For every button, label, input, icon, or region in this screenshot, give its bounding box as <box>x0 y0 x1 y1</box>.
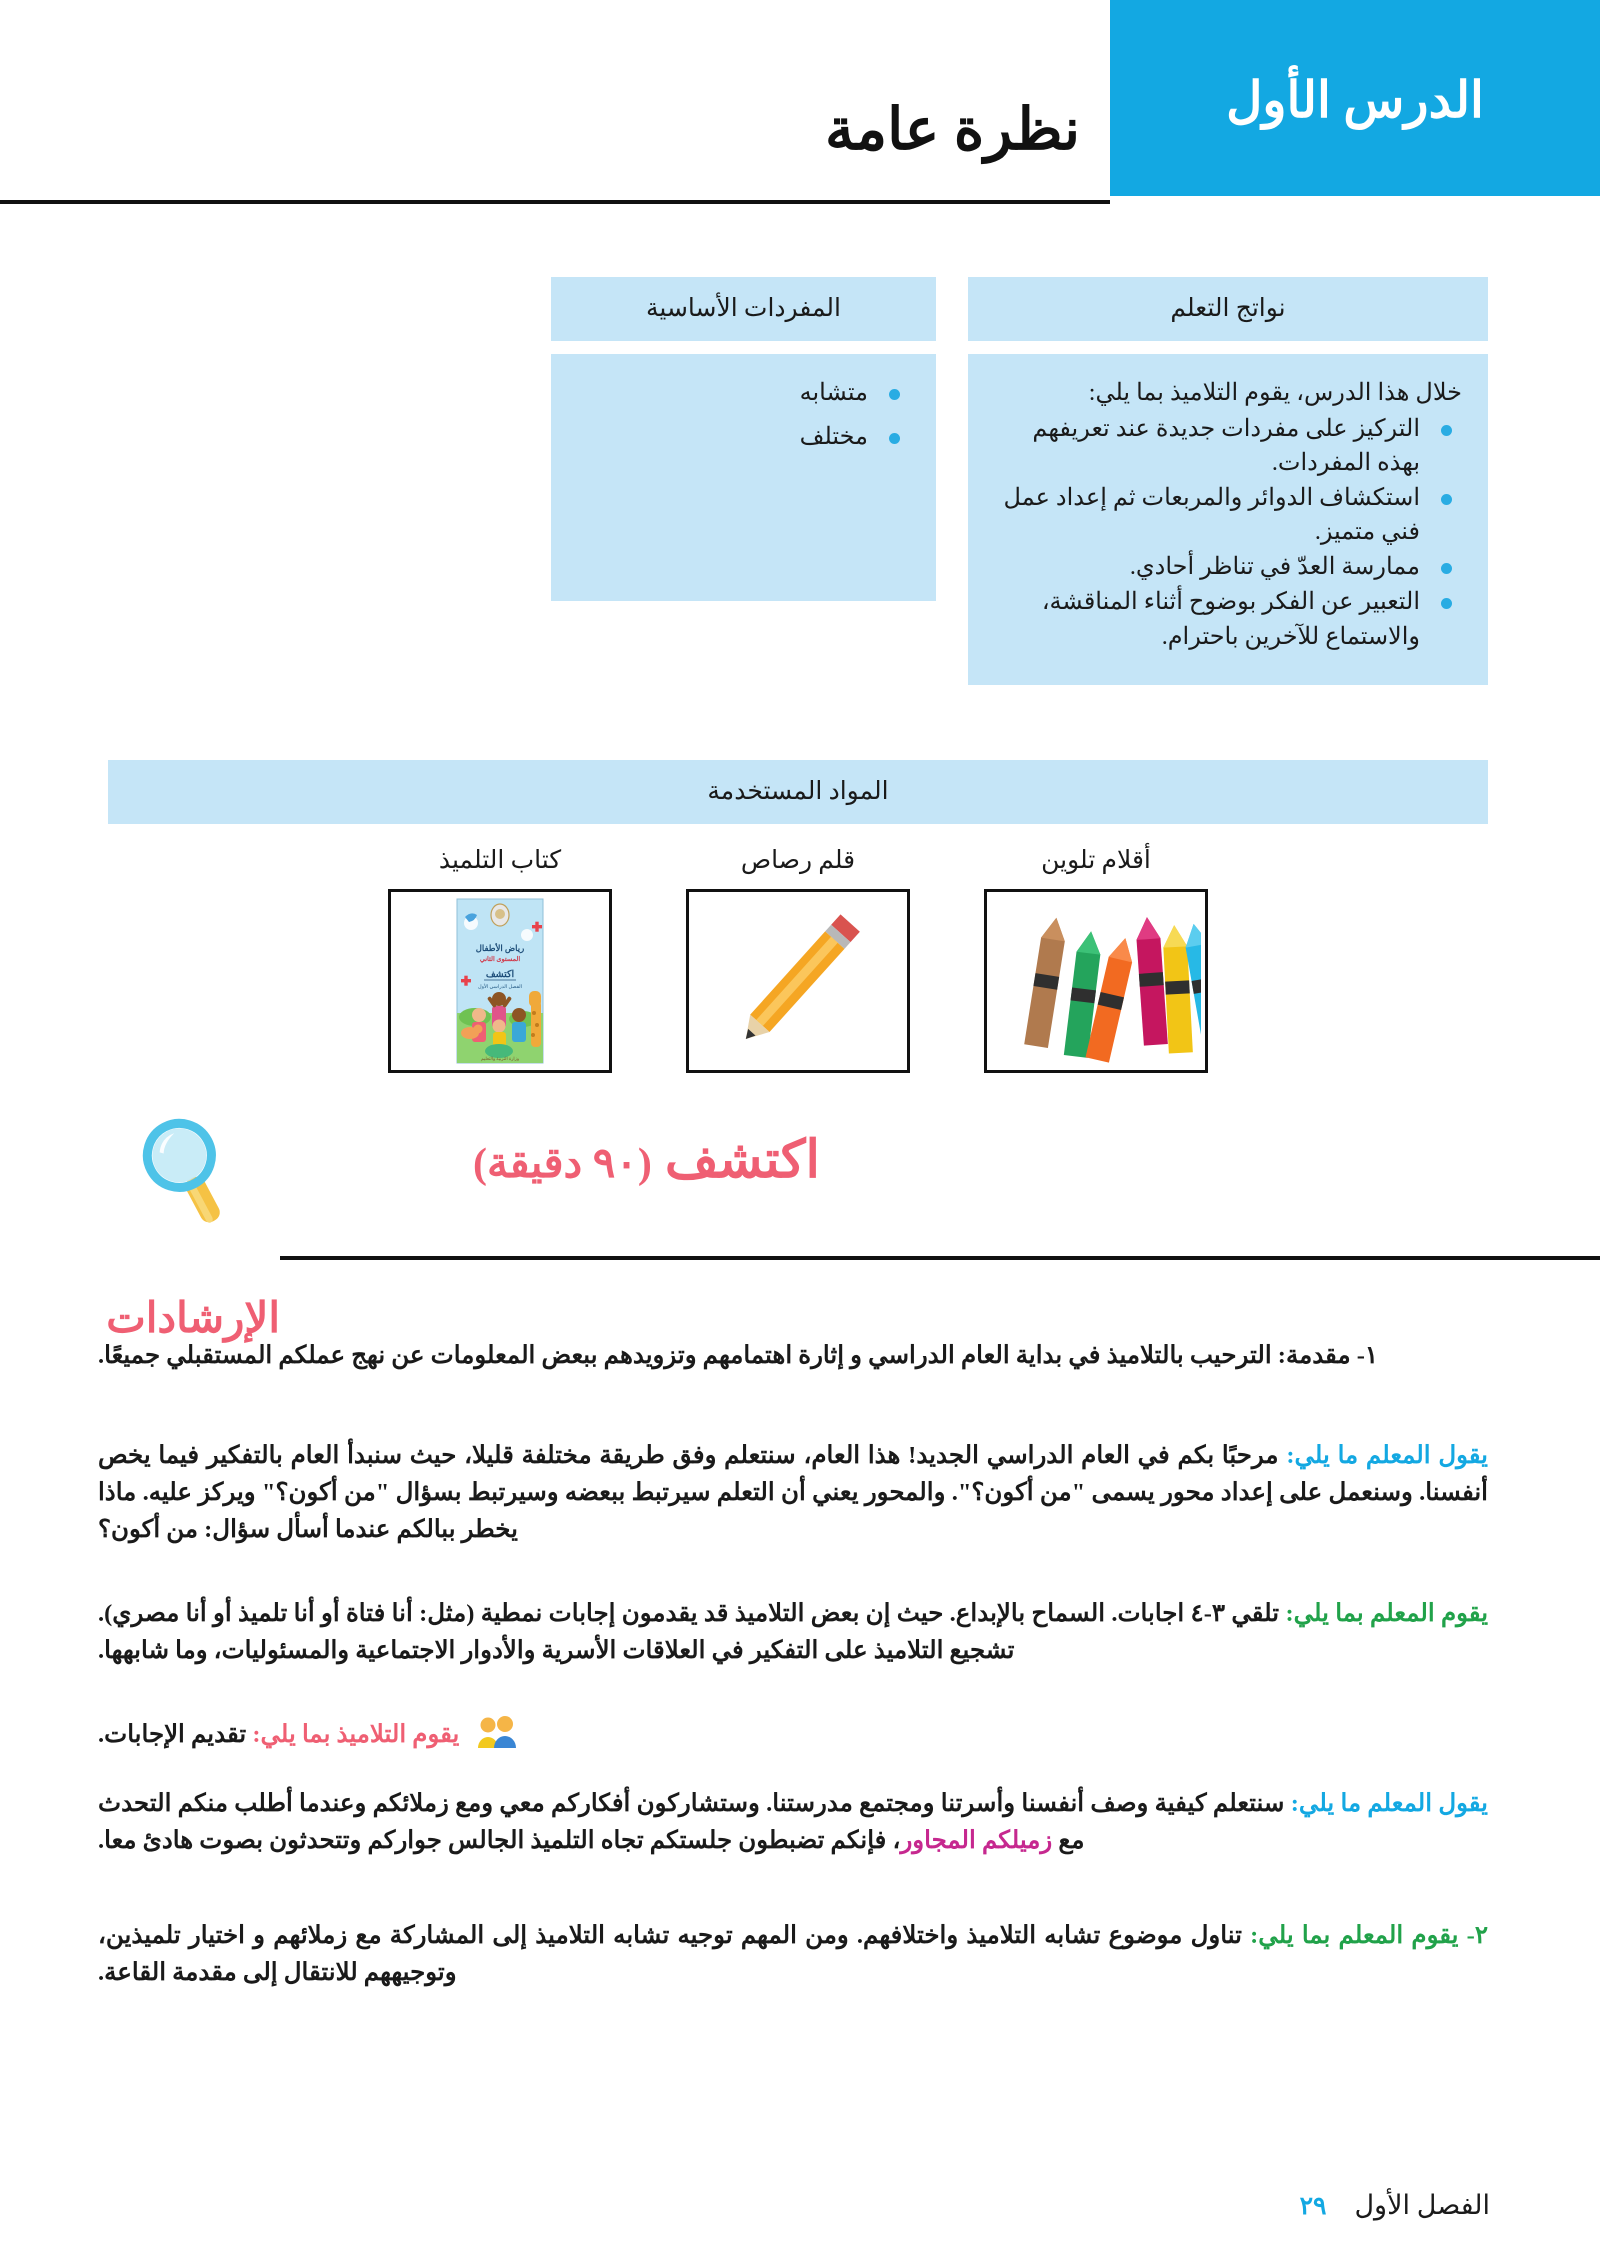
learning-outcomes-list <box>994 412 1462 654</box>
list-item: التركيز على مفردات جديدة عند تعريفهم بهذه المفردات. <box>994 412 1462 480</box>
learning-outcomes-heading: نواتج التعلم <box>968 277 1488 341</box>
guidance-paragraph-6 <box>98 1918 1488 1992</box>
teacher-does-label: يقوم المعلم بما يلي: <box>1285 1600 1489 1627</box>
magnifier-icon <box>125 1116 245 1239</box>
guidance-paragraph-5 <box>98 1786 1488 1860</box>
material-label: أقلام تلوين <box>1041 847 1151 874</box>
svg-text:المستوى الثاني: المستوى الثاني <box>479 956 521 963</box>
discover-title <box>473 1130 820 1190</box>
materials-heading: المواد المستخدمة <box>108 760 1488 824</box>
key-vocabulary-box <box>551 277 936 685</box>
svg-text:الفصل الدراسي الأول: الفصل الدراسي الأول <box>477 985 523 990</box>
list-item: ممارسة العدّ في تناظر أحادي. <box>994 550 1462 584</box>
material-label: كتاب التلميذ <box>438 847 562 874</box>
learning-outcomes-body <box>968 354 1488 685</box>
highlighted-phrase: زميلكم المجاور <box>900 1826 1053 1854</box>
guidance-paragraph-2 <box>98 1438 1488 1548</box>
header-divider-gap <box>1110 196 1600 208</box>
lesson-badge-label: الدرس الأول <box>1226 72 1484 128</box>
list-item: التعبير عن الفكر بوضوح أثناء المناقشة، والاستماع للآخرين باحترام. <box>994 585 1462 653</box>
paragraph-number: ٢- <box>1458 1922 1488 1949</box>
paragraph-text: تناول موضوع تشابه التلاميذ واختلافهم. ومن المهم توجيه تشابه التلاميذ إلى المشاركة مع زملائهم و اختيار تلميذين، وتوجيههم للانتقال إلى مقدمة القاعة. <box>98 1922 1242 1986</box>
key-vocabulary-heading: المفردات الأساسية <box>551 277 936 341</box>
guidance-paragraph-1 <box>98 1338 1488 1375</box>
paragraph-text: تلقي ٣-٤ اجابات. السماح بالإبداع. حيث إن بعض التلاميذ قد يقدمون إجابات نمطية (مثل: أنا فتاة أو أنا تلميذ أو أنا مصري). تشجيع التلاميذ على التفكير في العلاقات الأسرية والأدوار الاجتماعية والمسئوليات، وما شابهها. <box>98 1600 1280 1664</box>
info-boxes <box>108 277 1488 685</box>
svg-text:وزارة التربية والتعليم: وزارة التربية والتعليم <box>480 1056 520 1061</box>
material-item-crayons <box>981 845 1211 1073</box>
material-item-pencil <box>683 845 913 1073</box>
discover-title-label: اكتشف <box>664 1132 820 1189</box>
two-people-icon <box>475 1715 519 1761</box>
paragraph-text-b: ، فإنكم تضبطون جلستكم تجاه التلميذ الجالس جواركم وتتحدثون بصوت هادئ معا. <box>98 1826 901 1854</box>
footer-chapter-label: الفصل الأول <box>1354 2190 1490 2220</box>
guidance-title: الإرشادات <box>106 1296 280 1342</box>
list-item: استكشاف الدوائر والمربعات ثم إعداد عمل فني متميز. <box>994 481 1462 549</box>
page-title: نظرة عامة <box>824 97 1080 162</box>
key-vocabulary-list <box>577 376 910 454</box>
guidance-paragraph-3 <box>98 1596 1488 1670</box>
discover-section <box>0 1108 1600 1268</box>
guidance-paragraph-4 <box>98 1715 1488 1761</box>
teacher-does-label: يقوم المعلم بما يلي: <box>1250 1922 1459 1949</box>
paragraph-text: ١- مقدمة: الترحيب بالتلاميذ في بداية العام الدراسي و إثارة اهتمامهم وتزويدهم ببعض المعلومات عن نهج عملكم المستقبلي جميعًا. <box>98 1342 1379 1369</box>
pencil-icon <box>686 889 910 1073</box>
materials-list <box>108 845 1488 1073</box>
paragraph-text: مرحبًا بكم في العام الدراسي الجديد! هذا العام، سنتعلم وفق طريقة مختلفة قليلا، حيث سنبدأ العام بالتفكير فيما يخص أنفسنا. وسنعمل على إعداد محور يسمى "من أكون؟". والمحور يعني أن التعلم سيرتبط ببعضه وسيرتبط بسؤال "من أكون؟" ويركز عليه. ماذا يخطر ببالكم عندما أسأل سؤال: من أكون؟ <box>98 1442 1488 1543</box>
page-footer <box>1300 2190 1490 2221</box>
crayons-icon <box>984 889 1208 1073</box>
teacher-says-label: يقول المعلم ما يلي: <box>1286 1442 1488 1469</box>
material-item-student-book <box>385 845 615 1073</box>
paragraph-text-a: سنتعلم كيفية وصف أنفسنا وأسرتنا ومجتمع مدرستنا. وستشاركون أفكاركم معي ومع زملائكم وعندما أطلب منكم التحدث مع <box>98 1790 1285 1854</box>
list-item: متشابه <box>577 376 910 410</box>
lesson-banner <box>1110 0 1600 200</box>
students-do-label: يقوم التلاميذ بما يلي: <box>252 1721 460 1748</box>
learning-outcomes-box <box>968 277 1488 685</box>
footer-page-number: ٢٩ <box>1299 2193 1327 2220</box>
discover-duration: (٩٠ دقيقة) <box>473 1141 652 1187</box>
teacher-says-label: يقول المعلم ما يلي: <box>1290 1790 1488 1817</box>
student-book-cover-icon <box>388 889 612 1073</box>
discover-divider-gap <box>0 1252 280 1266</box>
list-item: مختلف <box>577 420 910 454</box>
key-vocabulary-body <box>551 354 936 601</box>
learning-outcomes-intro: خلال هذا الدرس، يقوم التلاميذ بما يلي: <box>1088 380 1462 406</box>
paragraph-text: تقديم الإجابات. <box>98 1721 247 1748</box>
svg-text:رياض الأطفال: رياض الأطفال <box>475 943 525 953</box>
svg-text:اكتشف: اكتشف <box>485 970 515 980</box>
material-label: قلم رصاص <box>740 847 856 874</box>
